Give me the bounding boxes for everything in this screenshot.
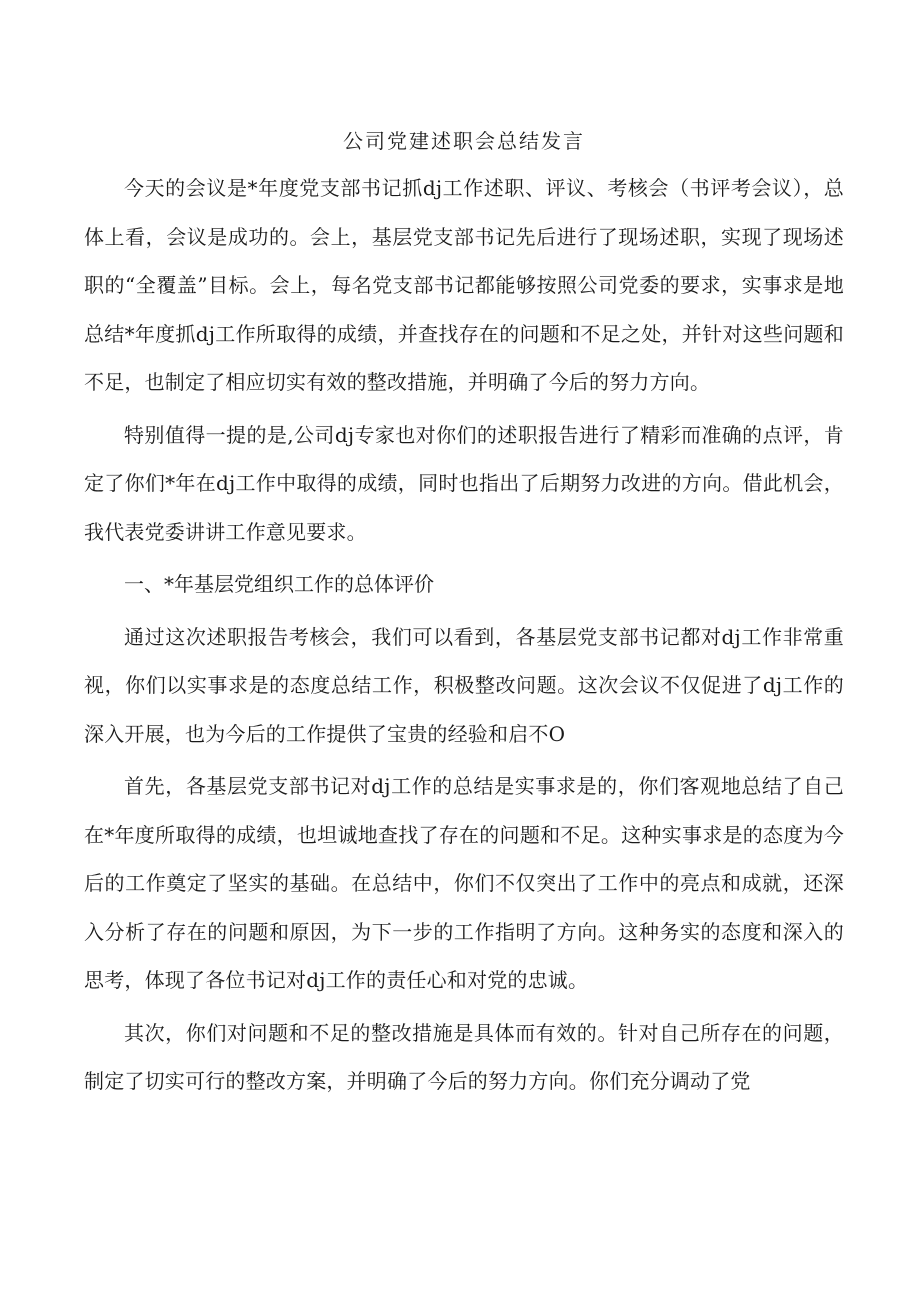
- paragraph-second-point: 其次，你们对问题和不足的整改措施是具体而有效的。针对自己所存在的问题，制定了切实可行的整改方案，并明确了今后的努力方向。你们充分调动了党: [84, 1020, 844, 1093]
- section-heading-1: 一、*年基层党组织工作的总体评价: [124, 572, 434, 596]
- paragraph-intro: 今天的会议是*年度党支部书记抓dj工作述职、评议、考核会（书评考会议），总体上看，会议是成功的。会上，基层党支部书记先后进行了现场述职，实现了现场述职的“全覆盖”目标。会上，每名党支部书记都能够按照公司党委的要求，实事求是地总结*年度抓dj工作所取得的成绩，并查找存在的问题和不足之处，并针对这些问题和不足，也制定了相应切实有效的整改措施，并明确了今后的努力方向。: [84, 176, 844, 394]
- document-title: 公司党建述职会总结发言: [343, 129, 585, 153]
- paragraph-first-point: 首先，各基层党支部书记对dj工作的总结是实事求是的，你们客观地总结了自己在*年度所取得的成绩，也坦诚地查找了存在的问题和不足。这种实事求是的态度为今后的工作奠定了坚实的基础。在总结中，你们不仅突出了工作中的亮点和成就，还深入分析了存在的问题和原因，为下一步的工作指明了方向。这种务实的态度和深入的思考，体现了各位书记对dj工作的责任心和对党的忠诚。: [84, 774, 844, 992]
- paragraph-overview: 通过这次述职报告考核会，我们可以看到，各基层党支部书记都对dj工作非常重视，你们以实事求是的态度总结工作，积极整改问题。这次会议不仅促进了dj工作的深入开展，也为今后的工作提供了宝贵的经验和启不O: [84, 624, 844, 746]
- document-page: [84, 118, 844, 1110]
- paragraph-expert-review: 特别值得一提的是,公司dj专家也对你们的述职报告进行了精彩而准确的点评，肯定了你们*年在dj工作中取得的成绩，同时也指出了后期努力改进的方向。借此机会，我代表党委讲讲工作意见要求。: [84, 422, 844, 544]
